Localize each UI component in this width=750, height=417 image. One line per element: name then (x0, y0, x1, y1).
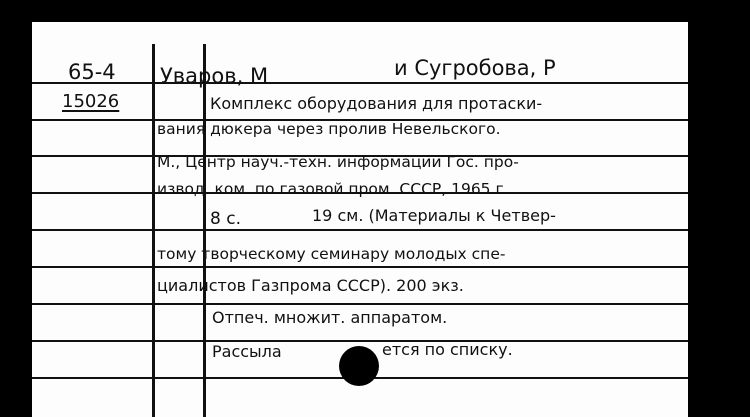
margin-line-right (203, 44, 206, 417)
card-line-8: Отпеч. множит. аппаратом. (212, 308, 448, 327)
ruled-line (32, 266, 688, 268)
ruled-line (32, 303, 688, 305)
card-line-4: извод. ком. по газовой пром. СССР, 1965 г. (157, 180, 509, 198)
card-line-2: вания дюкера через пролив Невельского. (157, 120, 501, 138)
author-2: и Сугробова, Р (394, 56, 556, 80)
author-1: Уваров, М (160, 64, 269, 88)
class-code: 65-4 (68, 60, 116, 84)
catalog-card (32, 22, 688, 417)
card-line-5b: 19 см. (Материалы к Четвер- (312, 206, 556, 225)
card-line-3: М., Центр науч.-техн. информации Гос. про- (157, 153, 519, 171)
card-line-1: Комплекс оборудования для протаски- (210, 94, 543, 113)
margin-line-left (152, 44, 155, 417)
card-line-9b: ется по списку. (382, 340, 513, 359)
punch-hole (339, 346, 379, 386)
ruled-line (32, 82, 688, 84)
card-line-6: тому творческому семинару молодых спе- (157, 245, 506, 263)
card-line-5a: 8 с. (210, 209, 241, 229)
inventory-number: 15026 (62, 91, 120, 112)
ruled-line (32, 229, 688, 231)
card-line-9a: Рассыла (212, 342, 282, 361)
ruled-line (32, 340, 688, 342)
card-line-7: циалистов Газпрома СССР). 200 экз. (157, 276, 464, 295)
